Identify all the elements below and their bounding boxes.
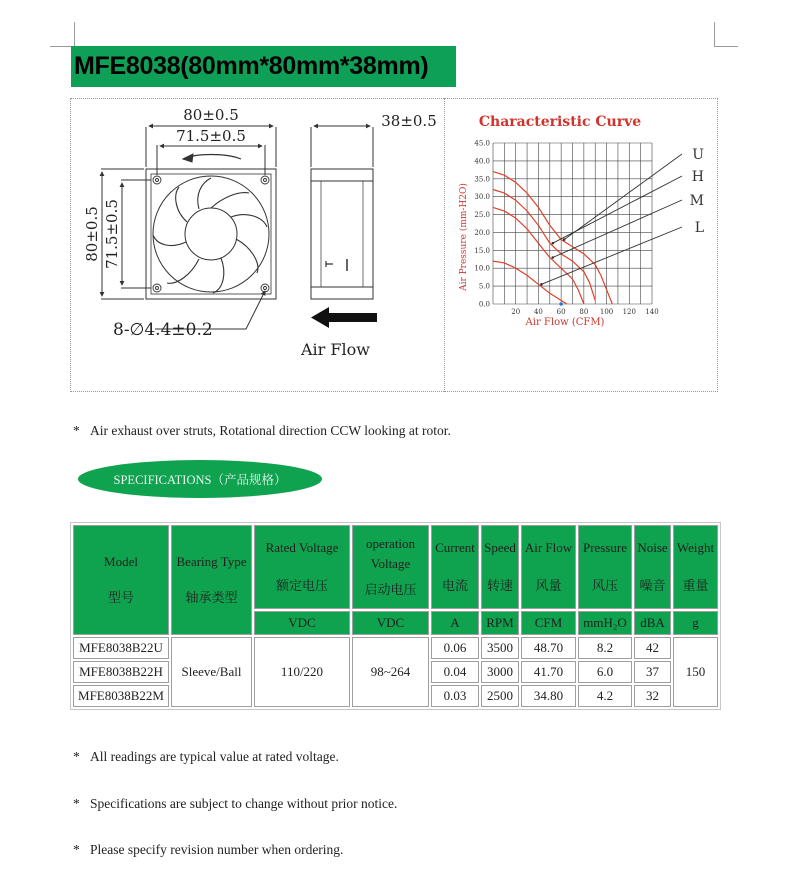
y-tick-label: 30.0 (474, 193, 490, 202)
y-tick-label: 20.0 (474, 228, 490, 237)
cell-current: 0.04 (431, 661, 479, 683)
x-tick-label: 20 (511, 308, 521, 316)
header-speed-en: Speed (484, 540, 516, 555)
header-model-en: Model (104, 554, 138, 569)
header-pressure-cn: 风压 (591, 578, 618, 593)
header-rated-voltage (254, 525, 350, 609)
x-tick-label: 60 (556, 308, 566, 316)
header-current-en: Current (435, 540, 475, 555)
note-change (73, 796, 397, 812)
header-noise-cn: 噪音 (639, 578, 666, 593)
cell-current: 0.06 (431, 637, 479, 659)
note-bullet: * (73, 796, 80, 811)
cell-weight: 150 (673, 637, 718, 707)
cell-airflow: 48.70 (521, 637, 576, 659)
header-pressure-en: Pressure (582, 540, 628, 555)
header-model (73, 525, 169, 635)
cell-pressure: 8.2 (578, 637, 632, 659)
specifications-badge (78, 460, 322, 498)
fan-hub (185, 208, 237, 260)
header-noise-en: Noise (637, 540, 668, 555)
header-rated-cn: 额定电压 (275, 578, 328, 593)
series-leader-dot (551, 256, 554, 259)
dim-hole-spacing-v: 71.5±0.5 (103, 199, 121, 269)
series-line-U (493, 172, 612, 304)
airflow-label: Air Flow (301, 340, 370, 359)
header-bearing-en: Bearing Type (176, 554, 247, 569)
header-bearing (171, 525, 252, 635)
table-header-row (73, 525, 718, 609)
header-weight (673, 525, 718, 609)
header-bearing-cn: 轴承类型 (185, 590, 238, 605)
cell-noise: 37 (634, 661, 671, 683)
series-leader-dot (551, 242, 554, 245)
cell-pressure: 4.2 (578, 685, 632, 707)
note-revision-text: Please specify revision number when ordering. (90, 842, 344, 857)
header-operation-voltage (352, 525, 429, 609)
y-tick-label: 25.0 (474, 211, 490, 220)
spec-table (70, 522, 721, 710)
table-units-row (73, 611, 718, 635)
header-noise (634, 525, 671, 609)
mounting-holes (153, 176, 269, 292)
header-airflow-en: Air Flow (524, 540, 573, 555)
drawing-frame-divider (444, 98, 445, 392)
dim-hole-spacing-h: 71.5±0.5 (176, 127, 246, 145)
unit-pressure: mmH₂O (578, 611, 632, 635)
characteristic-curve-chart (446, 99, 716, 391)
page-title: MFE8038(80mm*80mm*38mm) (74, 52, 429, 80)
table-row (73, 637, 718, 659)
header-speed (481, 525, 519, 609)
header-weight-cn: 重量 (682, 578, 709, 593)
header-oper-cn: 启动电压 (364, 582, 417, 597)
y-tick-label: 10.0 (474, 264, 490, 273)
note-bullet: * (73, 842, 80, 857)
chart-ticks (474, 140, 658, 317)
y-tick-label: 40.0 (474, 157, 490, 166)
header-rated-en: Rated Voltage (265, 540, 339, 555)
unit-oper: VDC (352, 611, 429, 635)
cell-bearing: Sleeve/Ball (171, 637, 252, 707)
series-leader-dot (540, 283, 543, 286)
cell-rated-voltage: 110/220 (254, 637, 350, 707)
airflow-arrow (311, 307, 377, 328)
note-exhaust-text: Air exhaust over struts, Rotational direction CCW looking at rotor. (90, 423, 451, 438)
header-airflow (521, 525, 576, 609)
chart-series-lines (493, 172, 612, 304)
series-leader-L (541, 227, 682, 284)
y-tick-label: 0.0 (478, 300, 490, 309)
x-tick-label: 40 (533, 308, 543, 316)
unit-airflow: CFM (521, 611, 576, 635)
crop-mark-right (714, 22, 715, 46)
unit-noise: dBA (634, 611, 671, 635)
fan-bore (153, 176, 269, 292)
y-tick-label: 45.0 (474, 139, 490, 148)
cell-noise: 42 (634, 637, 671, 659)
series-leader-dot (563, 238, 566, 241)
dim-depth: 38±0.5 (381, 112, 437, 130)
cell-speed: 3000 (481, 661, 519, 683)
unit-current: A (431, 611, 479, 635)
note-exhaust (73, 423, 451, 439)
series-label-U: U (692, 147, 704, 163)
unit-rated: VDC (254, 611, 350, 635)
cell-operation-voltage: 98~264 (352, 637, 429, 707)
header-weight-en: Weight (676, 540, 715, 555)
crop-mark-right-h (714, 46, 738, 47)
header-speed-cn: 转速 (486, 578, 513, 593)
header-model-cn: 型号 (107, 590, 134, 605)
x-tick-label: 80 (579, 308, 589, 316)
series-leader-H (553, 176, 682, 243)
series-label-L: L (694, 220, 704, 236)
cell-airflow: 41.70 (521, 661, 576, 683)
chart-title: Characteristic Curve (478, 114, 642, 130)
crop-mark-left (74, 22, 75, 46)
chart-series-labels (540, 147, 704, 286)
header-oper-en: operation Voltage (365, 536, 416, 571)
unit-weight: g (673, 611, 718, 635)
note-revision (73, 842, 343, 858)
dim-outer-width: 80±0.5 (183, 106, 239, 124)
dim-outer-height: 80±0.5 (83, 206, 101, 262)
series-label-M: M (689, 193, 704, 209)
cell-model: MFE8038B22M (73, 685, 169, 707)
dim-mounting-holes: 8-∅4.4±0.2 (113, 320, 213, 340)
x-tick-label: 140 (645, 308, 659, 316)
unit-speed: RPM (481, 611, 519, 635)
note-change-text: Specifications are subject to change without prior notice. (90, 796, 398, 811)
title-banner (71, 46, 456, 87)
fan-dimension-drawing (71, 99, 443, 391)
header-current-cn: 电流 (441, 578, 468, 593)
note-typical-text: All readings are typical value at rated voltage. (90, 749, 339, 764)
specifications-label: SPECIFICATIONS（产品规格） (113, 473, 287, 487)
x-tick-label: 100 (599, 308, 614, 316)
series-label-H: H (691, 169, 704, 185)
chart-x-axis-label: Air Flow (CFM) (525, 317, 605, 328)
y-tick-label: 5.0 (478, 282, 490, 291)
header-airflow-cn: 风量 (535, 578, 562, 593)
cell-current: 0.03 (431, 685, 479, 707)
y-tick-label: 15.0 (474, 246, 490, 255)
axis-marker-dot (559, 302, 563, 306)
header-pressure (578, 525, 632, 609)
chart-y-axis-label: Air Pressure (mm-H2O) (459, 183, 469, 291)
series-leader-M (553, 200, 682, 257)
note-bullet: * (73, 423, 80, 438)
cell-speed: 3500 (481, 637, 519, 659)
cell-model: MFE8038B22U (73, 637, 169, 659)
cell-pressure: 6.0 (578, 661, 632, 683)
note-typical (73, 749, 339, 765)
cell-speed: 2500 (481, 685, 519, 707)
fan-side-view (311, 169, 373, 299)
cell-airflow: 34.80 (521, 685, 576, 707)
x-tick-label: 120 (622, 308, 636, 316)
y-tick-label: 35.0 (474, 175, 490, 184)
cell-noise: 32 (634, 685, 671, 707)
cell-model: MFE8038B22H (73, 661, 169, 683)
fan-front-frame (146, 169, 276, 299)
note-bullet: * (73, 749, 80, 764)
header-current (431, 525, 479, 609)
